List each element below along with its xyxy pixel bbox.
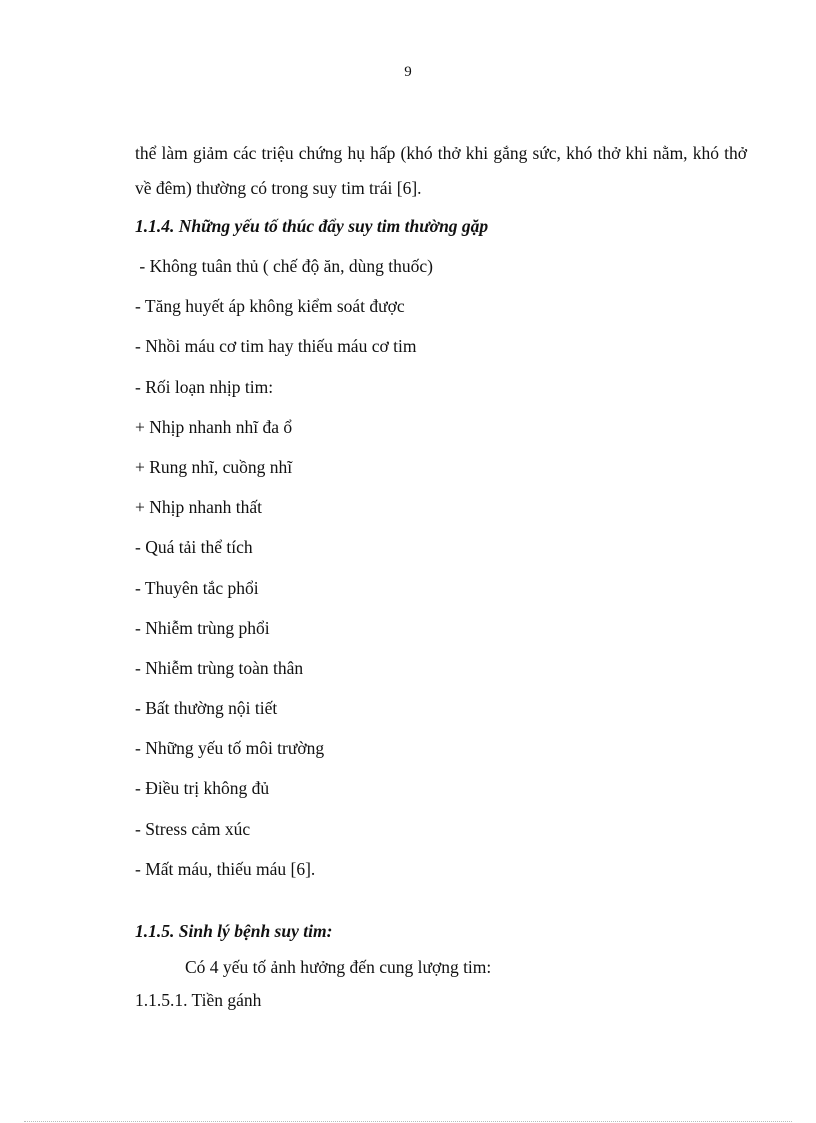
list-item: - Stress cảm xúc bbox=[135, 818, 251, 839]
list-item: - Nhiễm trùng phổi bbox=[135, 617, 270, 638]
list-item: + Rung nhĩ, cuồng nhĩ bbox=[135, 456, 293, 477]
section-heading-1-1-4: 1.1.4. Những yếu tố thúc đẩy suy tim thường gặp bbox=[135, 216, 489, 236]
section-spacer bbox=[135, 889, 747, 911]
list-item: - Rối loạn nhịp tim: bbox=[135, 376, 274, 397]
section-heading-1-1-5: 1.1.5. Sinh lý bệnh suy tim: bbox=[135, 921, 333, 941]
page-number: 9 bbox=[404, 64, 412, 80]
intro-paragraph: thể làm giảm các triệu chứng hụ hấp (khó thở khi gắng sức, khó thở khi nằm, khó thở về đêm) thường có trong suy tim trái [6]. bbox=[135, 143, 747, 198]
document-body bbox=[135, 136, 747, 1017]
list-item: - Thuyên tắc phổi bbox=[135, 577, 259, 598]
list-item: - Nhiễm trùng toàn thân bbox=[135, 657, 304, 678]
list-item: - Không tuân thủ ( chế độ ăn, dùng thuốc) bbox=[135, 256, 433, 276]
list-item: + Nhịp nhanh thất bbox=[135, 497, 263, 518]
list-item: - Tăng huyết áp không kiểm soát được bbox=[135, 296, 405, 317]
subsection-heading-1-1-5-1: 1.1.5.1. Tiền gánh bbox=[135, 990, 262, 1010]
list-item: - Quá tải thể tích bbox=[135, 537, 253, 558]
list-item: + Nhịp nhanh nhĩ đa ổ bbox=[135, 416, 293, 437]
list-item: - Điều trị không đủ bbox=[135, 778, 270, 799]
list-item: - Bất thường nội tiết bbox=[135, 698, 278, 719]
list-item: - Những yếu tố môi trường bbox=[135, 738, 325, 759]
list-item: - Nhồi máu cơ tim hay thiếu máu cơ tim bbox=[135, 336, 417, 357]
precipitating-factors-list bbox=[135, 246, 747, 889]
section-intro-text: Có 4 yếu tố ảnh hưởng đến cung lượng tim: bbox=[185, 957, 492, 977]
list-item: - Mất máu, thiếu máu [6]. bbox=[135, 858, 316, 879]
page-bottom-border bbox=[24, 1121, 792, 1122]
